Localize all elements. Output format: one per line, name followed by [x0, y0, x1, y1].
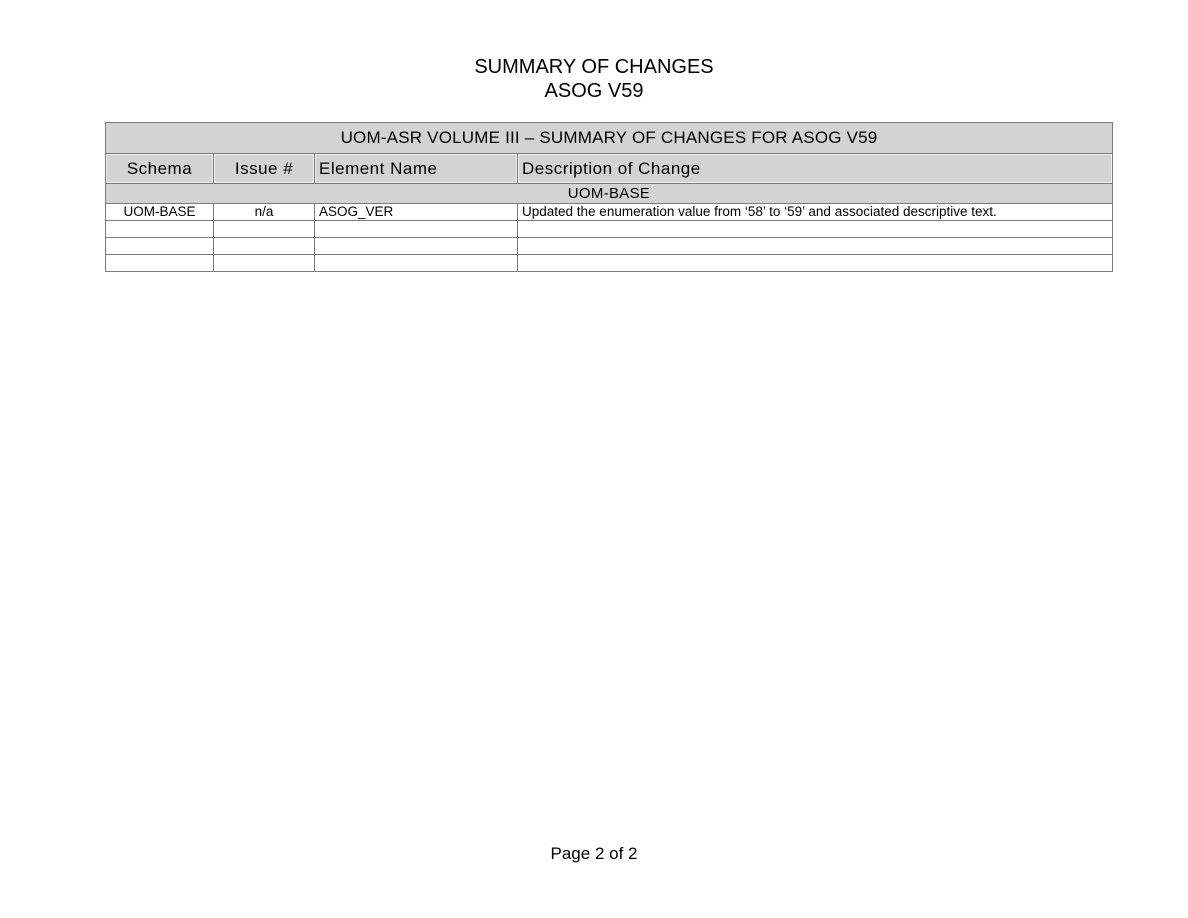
column-header-issue: Issue #	[214, 154, 315, 184]
group-label: UOM-BASE	[106, 184, 1113, 204]
table-row	[106, 238, 1113, 255]
table-header-row	[106, 154, 1113, 184]
cell-element-name: ASOG_VER	[315, 204, 518, 221]
column-header-element-name: Element Name	[315, 154, 518, 184]
cell-description	[518, 238, 1113, 255]
table-banner-row	[106, 123, 1113, 154]
summary-of-changes-table	[105, 122, 1113, 272]
column-header-schema: Schema	[106, 154, 214, 184]
table-row	[106, 255, 1113, 272]
cell-description	[518, 255, 1113, 272]
cell-description: Updated the enumeration value from ‘58’ to ‘59’ and associated descriptive text.	[518, 204, 1113, 221]
column-header-description: Description of Change	[518, 154, 1113, 184]
cell-element-name	[315, 238, 518, 255]
document-title	[0, 55, 1188, 103]
table-row	[106, 221, 1113, 238]
document-title-line-2: ASOG V59	[544, 80, 644, 102]
cell-issue	[214, 255, 315, 272]
cell-element-name	[315, 255, 518, 272]
document-title-line-1: SUMMARY OF CHANGES	[474, 56, 714, 78]
cell-issue	[214, 221, 315, 238]
table-banner: UOM-ASR VOLUME III – SUMMARY OF CHANGES FOR ASOG V59	[106, 123, 1113, 154]
cell-schema	[106, 238, 214, 255]
cell-schema: UOM-BASE	[106, 204, 214, 221]
cell-schema	[106, 255, 214, 272]
cell-element-name	[315, 221, 518, 238]
table-group-row	[106, 184, 1113, 204]
cell-description	[518, 221, 1113, 238]
cell-issue	[214, 238, 315, 255]
page-number: Page 2 of 2	[550, 844, 638, 863]
cell-schema	[106, 221, 214, 238]
cell-issue: n/a	[214, 204, 315, 221]
table-row	[106, 204, 1113, 221]
